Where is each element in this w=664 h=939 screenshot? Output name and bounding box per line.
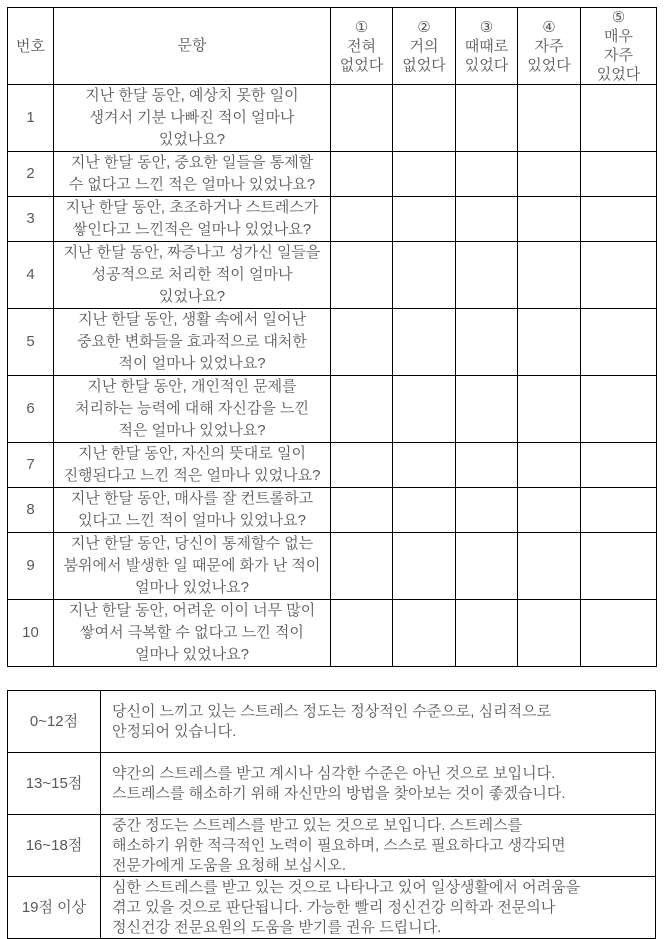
question-number: 8	[8, 488, 54, 533]
answer-cell-q3-opt2[interactable]	[393, 197, 456, 242]
score-range-row	[8, 877, 656, 939]
header-option-3: ③ 때때로 있었다	[456, 8, 518, 85]
answer-cell-q2-opt5[interactable]	[581, 152, 657, 197]
answer-cell-q2-opt4[interactable]	[518, 152, 581, 197]
answer-cell-q8-opt5[interactable]	[581, 488, 657, 533]
header-option-5: ⑤ 매우 자주 있었다	[581, 8, 657, 85]
answer-cell-q2-opt2[interactable]	[393, 152, 456, 197]
answer-cell-q10-opt5[interactable]	[581, 600, 657, 667]
question-table-header-row	[8, 8, 657, 85]
answer-cell-q3-opt1[interactable]	[331, 197, 393, 242]
question-row	[8, 309, 657, 376]
question-number: 2	[8, 152, 54, 197]
score-range: 16~18점	[8, 815, 101, 877]
question-number: 4	[8, 242, 54, 309]
answer-cell-q3-opt3[interactable]	[456, 197, 518, 242]
question-number: 10	[8, 600, 54, 667]
answer-cell-q6-opt1[interactable]	[331, 376, 393, 443]
header-question-label: 문항	[54, 8, 331, 85]
question-row	[8, 443, 657, 488]
question-number: 7	[8, 443, 54, 488]
answer-cell-q9-opt1[interactable]	[331, 533, 393, 600]
answer-cell-q6-opt2[interactable]	[393, 376, 456, 443]
question-number: 9	[8, 533, 54, 600]
answer-cell-q8-opt2[interactable]	[393, 488, 456, 533]
score-range-row	[8, 815, 656, 877]
question-text: 지난 한달 동안, 초조하거나 스트레스가 쌓인다고 느낀적은 얼마나 있었나요?	[54, 197, 331, 242]
answer-cell-q7-opt1[interactable]	[331, 443, 393, 488]
answer-cell-q5-opt4[interactable]	[518, 309, 581, 376]
score-range-row	[8, 753, 656, 815]
answer-cell-q7-opt4[interactable]	[518, 443, 581, 488]
answer-cell-q7-opt3[interactable]	[456, 443, 518, 488]
answer-cell-q5-opt2[interactable]	[393, 309, 456, 376]
score-description: 당신이 느끼고 있는 스트레스 정도는 정상적인 수준으로, 심리적으로 안정되어 있습니다.	[101, 691, 656, 753]
answer-cell-q10-opt1[interactable]	[331, 600, 393, 667]
score-interpretation-table	[7, 690, 656, 939]
question-row	[8, 197, 657, 242]
answer-cell-q4-opt1[interactable]	[331, 242, 393, 309]
answer-cell-q8-opt4[interactable]	[518, 488, 581, 533]
answer-cell-q6-opt4[interactable]	[518, 376, 581, 443]
answer-cell-q9-opt3[interactable]	[456, 533, 518, 600]
answer-cell-q1-opt1[interactable]	[331, 85, 393, 152]
score-range-row	[8, 691, 656, 753]
answer-cell-q1-opt5[interactable]	[581, 85, 657, 152]
answer-cell-q7-opt5[interactable]	[581, 443, 657, 488]
score-description: 심한 스트레스를 받고 있는 것으로 나타나고 있어 일상생활에서 어려움을 겪고 있을 것으로 판단됩니다. 가능한 빨리 정신건강 의학과 전문의나 정신건강 전문요원의 도움을 받기를 권유 드립니다.	[101, 877, 656, 939]
answer-cell-q2-opt3[interactable]	[456, 152, 518, 197]
header-option-4: ④ 자주 있었다	[518, 8, 581, 85]
question-text: 지난 한달 동안, 중요한 일들을 통제할 수 없다고 느낀 적은 얼마나 있었나요?	[54, 152, 331, 197]
answer-cell-q9-opt4[interactable]	[518, 533, 581, 600]
question-text: 지난 한달 동안, 생활 속에서 일어난 중요한 변화들을 효과적으로 대처한 적이 얼마나 있었나요?	[54, 309, 331, 376]
answer-cell-q5-opt3[interactable]	[456, 309, 518, 376]
question-text: 지난 한달 동안, 당신이 통제할수 없는 붐위에서 발생한 일 때문에 화가 난 적이 얼마나 있었나요?	[54, 533, 331, 600]
answer-cell-q9-opt5[interactable]	[581, 533, 657, 600]
answer-cell-q3-opt5[interactable]	[581, 197, 657, 242]
question-text: 지난 한달 동안, 매사를 잘 컨트롤하고 있다고 느낀 적이 얼마나 있었나요?	[54, 488, 331, 533]
answer-cell-q4-opt4[interactable]	[518, 242, 581, 309]
header-number-label: 번호	[8, 8, 54, 85]
answer-cell-q2-opt1[interactable]	[331, 152, 393, 197]
question-row	[8, 376, 657, 443]
question-number: 6	[8, 376, 54, 443]
answer-cell-q6-opt3[interactable]	[456, 376, 518, 443]
answer-cell-q10-opt3[interactable]	[456, 600, 518, 667]
answer-cell-q5-opt5[interactable]	[581, 309, 657, 376]
answer-cell-q10-opt4[interactable]	[518, 600, 581, 667]
answer-cell-q1-opt3[interactable]	[456, 85, 518, 152]
header-option-2: ② 거의 없었다	[393, 8, 456, 85]
score-description: 약간의 스트레스를 받고 계시나 심각한 수준은 아닌 것으로 보입니다. 스트레스를 해소하기 위해 자신만의 방법을 찾아보는 것이 좋겠습니다.	[101, 753, 656, 815]
answer-cell-q3-opt4[interactable]	[518, 197, 581, 242]
answer-cell-q6-opt5[interactable]	[581, 376, 657, 443]
answer-cell-q1-opt4[interactable]	[518, 85, 581, 152]
question-row	[8, 85, 657, 152]
question-number: 3	[8, 197, 54, 242]
score-range: 0~12점	[8, 691, 101, 753]
question-text: 지난 한달 동안, 예상치 못한 일이 생겨서 기분 나빠진 적이 얼마나 있었나요?	[54, 85, 331, 152]
answer-cell-q7-opt2[interactable]	[393, 443, 456, 488]
question-text: 지난 한달 동안, 자신의 뜻대로 일이 진행된다고 느낀 적은 얼마나 있었나요?	[54, 443, 331, 488]
answer-cell-q8-opt1[interactable]	[331, 488, 393, 533]
stress-question-table	[7, 7, 657, 667]
header-option-1: ① 전혀 없었다	[331, 8, 393, 85]
question-number: 1	[8, 85, 54, 152]
question-text: 지난 한달 동안, 짜증나고 성가신 일들을 성공적으로 처리한 적이 얼마나 있었나요?	[54, 242, 331, 309]
question-row	[8, 600, 657, 667]
answer-cell-q5-opt1[interactable]	[331, 309, 393, 376]
answer-cell-q10-opt2[interactable]	[393, 600, 456, 667]
question-row	[8, 242, 657, 309]
answer-cell-q9-opt2[interactable]	[393, 533, 456, 600]
answer-cell-q1-opt2[interactable]	[393, 85, 456, 152]
score-range: 19점 이상	[8, 877, 101, 939]
question-number: 5	[8, 309, 54, 376]
score-description: 중간 정도는 스트레스를 받고 있는 것으로 보입니다. 스트레스를 해소하기 위한 적극적인 노력이 필요하며, 스스로 필요하다고 생각되면 전문가에게 도움을 요청해 보십시오.	[101, 815, 656, 877]
question-row	[8, 152, 657, 197]
answer-cell-q8-opt3[interactable]	[456, 488, 518, 533]
answer-cell-q4-opt2[interactable]	[393, 242, 456, 309]
answer-cell-q4-opt5[interactable]	[581, 242, 657, 309]
question-text: 지난 한달 동안, 어려운 이이 너무 많이 쌓여서 극복할 수 없다고 느낀 적이 얼마나 있었나요?	[54, 600, 331, 667]
question-row	[8, 488, 657, 533]
question-row	[8, 533, 657, 600]
answer-cell-q4-opt3[interactable]	[456, 242, 518, 309]
score-range: 13~15점	[8, 753, 101, 815]
question-text: 지난 한달 동안, 개인적인 문제를 처리하는 능력에 대해 자신감을 느낀 적은 얼마나 있었나요?	[54, 376, 331, 443]
